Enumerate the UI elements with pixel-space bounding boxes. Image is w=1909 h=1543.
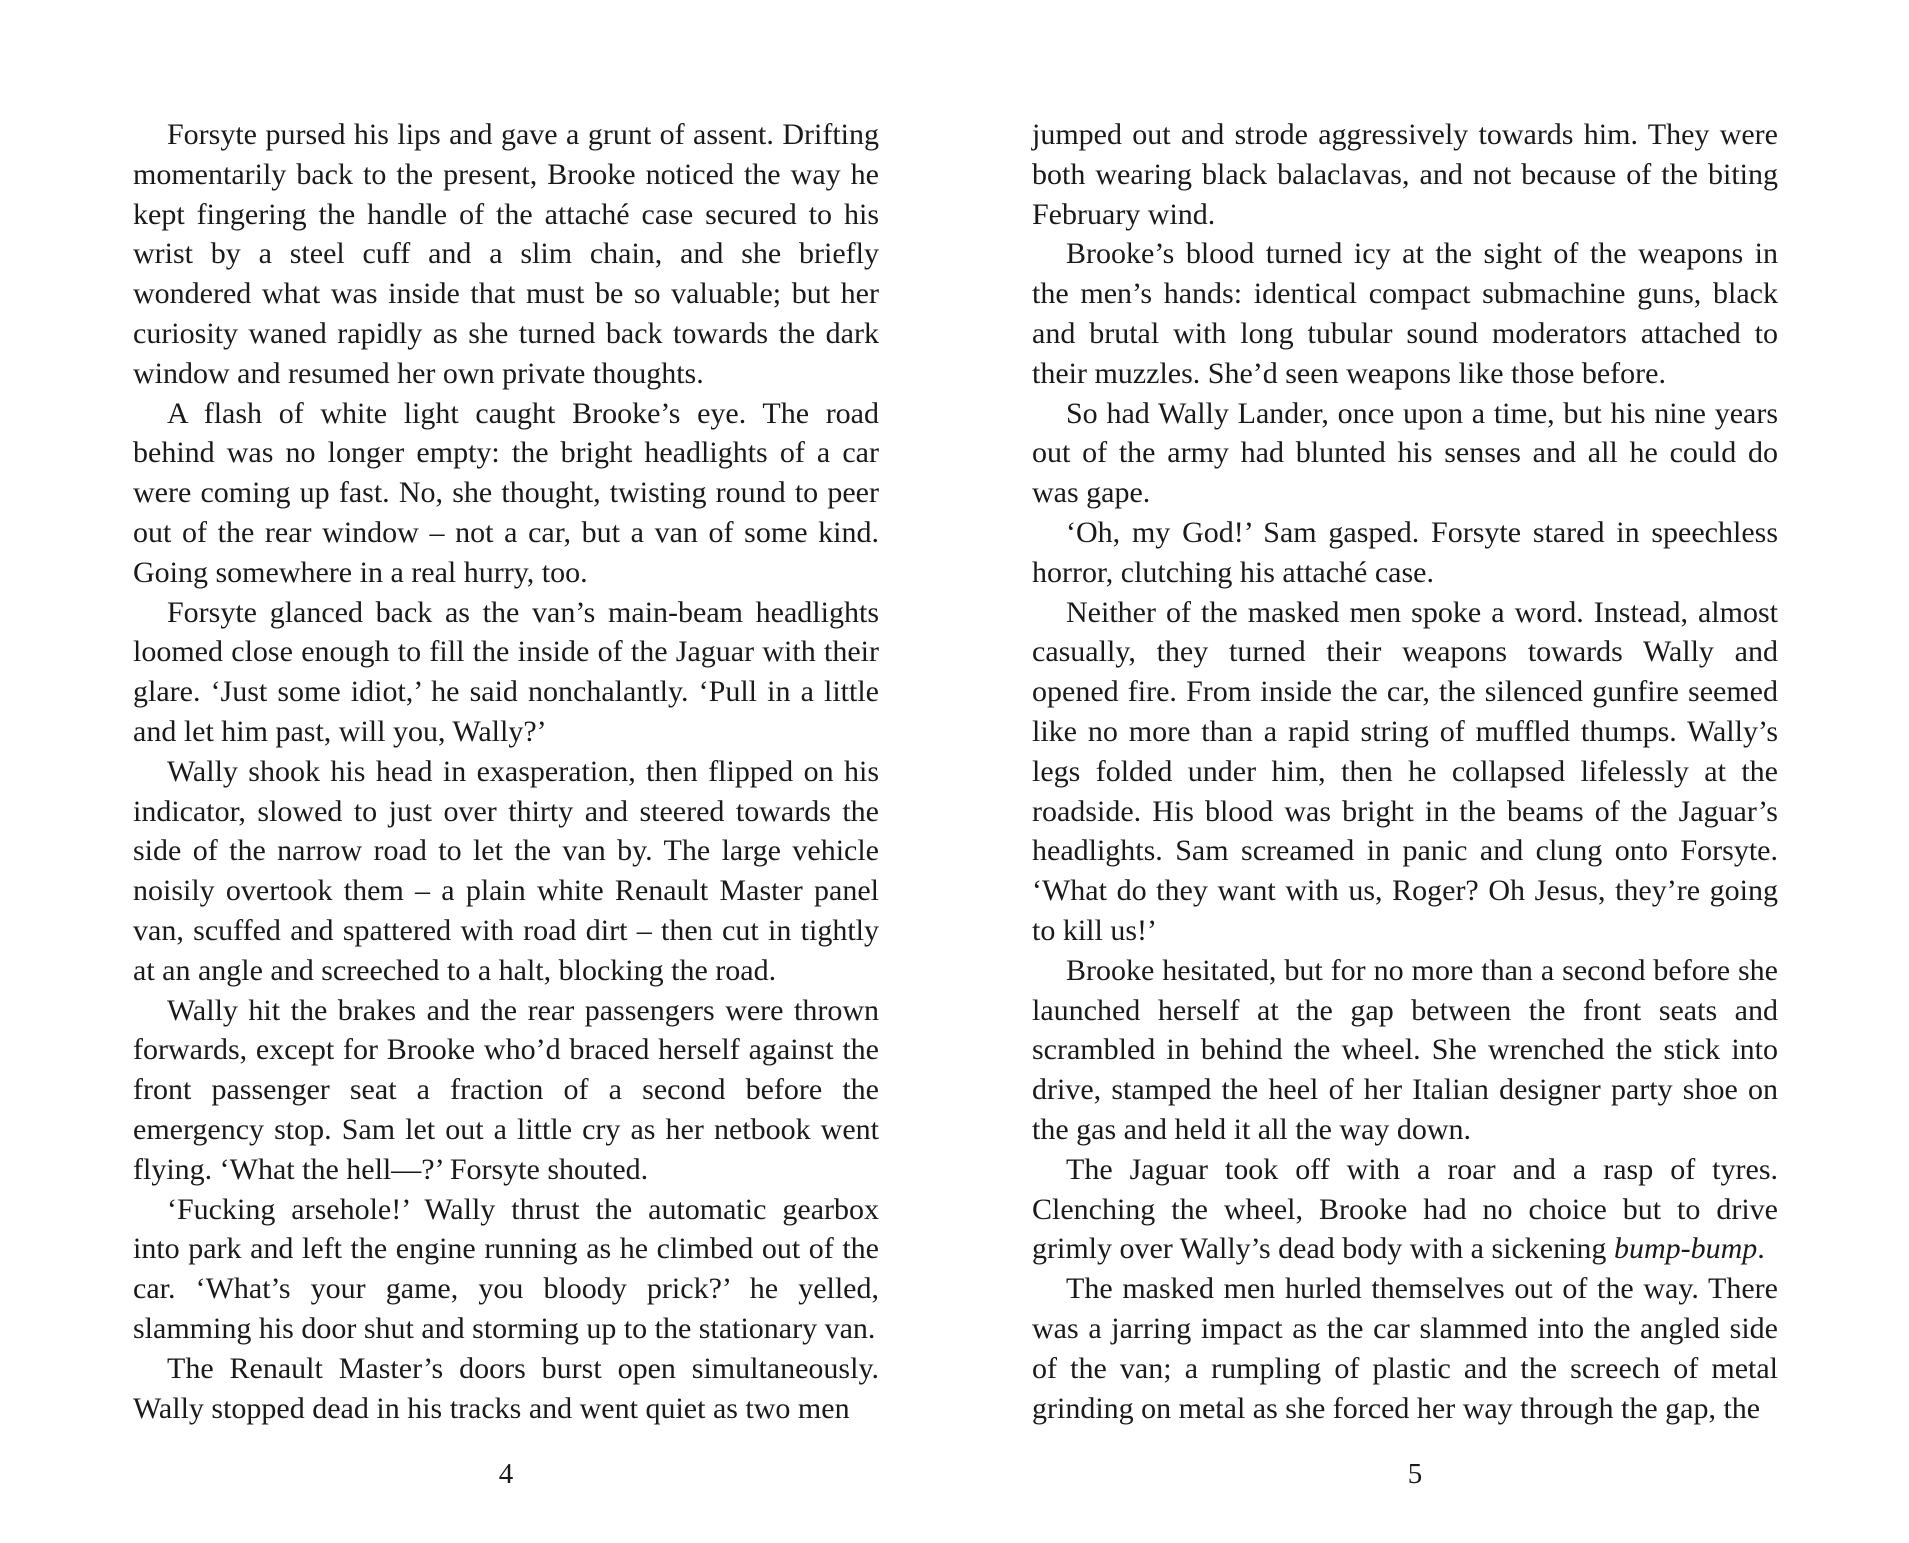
continued-paragraph: jumped out and strode aggressively towards him. They were both wearing black balaclavas, and not because of the biting February wind.: [1032, 118, 1778, 231]
paragraph: Forsyte pursed his lips and gave a grunt of assent. Drifting momentarily back to the present, Brooke noticed the way he kept fingering the handle of the attaché case secured to his wrist by a steel cuff and a slim chain, and she briefly wondered what was inside that must be so valuable; but her curiosity waned rapidly as she turned back towards the dark window and resumed her own private thoughts.: [133, 118, 879, 390]
left-page-text: [133, 115, 879, 1428]
paragraph-end: .: [1757, 1232, 1765, 1266]
right-page-text: [1032, 115, 1778, 1428]
paragraph: Forsyte glanced back as the van’s main-beam headlights loomed close enough to fill the inside of the Jaguar with their glare. ‘Just some idiot,’ he said nonchalantly. ‘Pull in a little and let him past, will you, Wally?’: [133, 595, 879, 748]
page-number: 5: [1407, 1458, 1423, 1490]
page-number: 4: [498, 1458, 514, 1490]
paragraph: The masked men hurled themselves out of the way. There was a jarring impact as the car slammed into the angled side of the van; a rumpling of plastic and the screech of metal grinding on metal as she forced her way through the gap, the: [1032, 1272, 1778, 1425]
right-page: [955, 0, 1909, 1543]
paragraph: ‘Fucking arsehole!’ Wally thrust the automatic gearbox into park and left the engine running as he climbed out of the car. ‘What’s your game, you bloody prick?’ he yelled, slamming his door shut and storming up to the stationary van.: [133, 1192, 879, 1345]
italic-text: bump-bump: [1613, 1232, 1758, 1266]
paragraph: ‘Oh, my God!’ Sam gasped. Forsyte stared in speechless horror, clutching his attaché case.: [1032, 515, 1778, 589]
paragraph: Wally hit the brakes and the rear passengers were thrown forwards, except for Brooke who’d braced herself against the front passenger seat a fraction of a second before the emergency stop. Sam let out a little cry as her netbook went flying. ‘What the hell—?’ Forsyte shouted.: [133, 993, 879, 1186]
paragraph: Neither of the masked men spoke a word. Instead, almost casually, they turned their weapons towards Wally and opened fire. From inside the car, the silenced gunfire seemed like no more than a rapid string of muffled thumps. Wally’s legs folded under him, then he collapsed lifelessly at the roadside. His blood was bright in the beams of the Jaguar’s headlights. Sam screamed in panic and clung onto Forsyte. ‘What do they want with us, Roger? Oh Jesus, they’re going to kill us!’: [1032, 595, 1778, 947]
paragraph: Wally shook his head in exasperation, then flipped on his indicator, slowed to just over thirty and steered towards the side of the narrow road to let the van by. The large vehicle noisily overtook them – a plain white Renault Master panel van, scuffed and spattered with road dirt – then cut in tightly at an angle and screeched to a halt, blocking the road.: [133, 754, 879, 987]
paragraph: [1032, 1150, 1778, 1269]
paragraph: Brooke’s blood turned icy at the sight of the weapons in the men’s hands: identical compact submachine guns, black and brutal with long tubular sound moderators attached to their muzzles. She’d seen weapons like those before.: [1032, 237, 1778, 390]
paragraph: The Renault Master’s doors burst open simultaneously. Wally stopped dead in his tracks and went quiet as two men: [133, 1351, 879, 1425]
paragraph: A flash of white light caught Brooke’s eye. The road behind was no longer empty: the bright headlights of a car were coming up fast. No, she thought, twisting round to peer out of the rear window – not a car, but a van of some kind. Going somewhere in a real hurry, too.: [133, 396, 879, 589]
left-page: [0, 0, 954, 1543]
paragraph: Brooke hesitated, but for no more than a second before she launched herself at the gap between the front seats and scrambled in behind the wheel. She wrenched the stick into drive, stamped the heel of her Italian designer party shoe on the gas and held it all the way down.: [1032, 953, 1778, 1146]
paragraph-text: The Jaguar took off with a roar and a rasp of tyres. Clenching the wheel, Brooke had no choice but to drive grimly over Wally’s dead body with a sickening: [1032, 1152, 1778, 1266]
paragraph: So had Wally Lander, once upon a time, but his nine years out of the army had blunted his senses and all he could do was gape.: [1032, 396, 1778, 510]
